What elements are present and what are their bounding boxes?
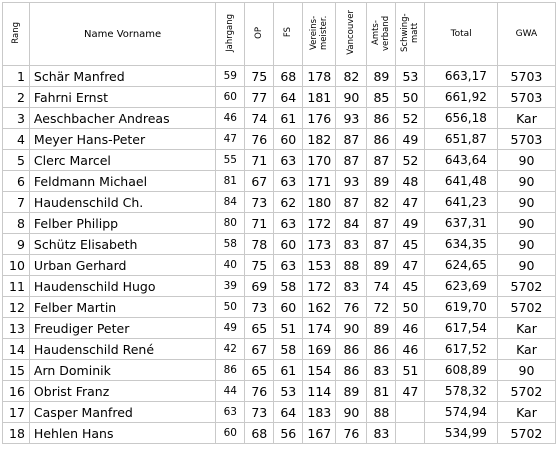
amtsverband-cell: 88 xyxy=(367,402,396,423)
header-row xyxy=(3,3,556,66)
jahrgang-cell: 60 xyxy=(216,87,245,108)
vancouver-cell: 84 xyxy=(336,213,367,234)
fs-cell: 58 xyxy=(274,339,303,360)
fs-cell: 64 xyxy=(274,87,303,108)
vancouver-cell: 83 xyxy=(336,276,367,297)
vancouver-cell: 90 xyxy=(336,318,367,339)
name-cell: Haudenschild Hugo xyxy=(29,276,215,297)
vereinsmeister-cell: 174 xyxy=(303,318,336,339)
total-cell: 663,17 xyxy=(425,66,497,87)
schwingmatt-cell: 45 xyxy=(396,276,425,297)
total-cell: 634,35 xyxy=(425,234,497,255)
op-cell: 65 xyxy=(245,360,274,381)
amtsverband-cell: 83 xyxy=(367,360,396,381)
op-cell: 76 xyxy=(245,381,274,402)
rank-cell: 9 xyxy=(3,234,30,255)
vancouver-cell: 90 xyxy=(336,402,367,423)
table-row xyxy=(3,255,556,276)
amtsverband-cell: 87 xyxy=(367,213,396,234)
vereinsmeister-cell: 167 xyxy=(303,423,336,444)
schwingmatt-cell: 52 xyxy=(396,108,425,129)
jahrgang-cell: 63 xyxy=(216,402,245,423)
vereinsmeister-cell: 169 xyxy=(303,339,336,360)
fs-cell: 58 xyxy=(274,276,303,297)
total-cell: 617,54 xyxy=(425,318,497,339)
fs-cell: 60 xyxy=(274,297,303,318)
gwa-cell: 90 xyxy=(497,213,555,234)
total-cell: 641,23 xyxy=(425,192,497,213)
name-cell: Haudenschild Ch. xyxy=(29,192,215,213)
name-cell: Meyer Hans-Peter xyxy=(29,129,215,150)
name-cell: Felber Martin xyxy=(29,297,215,318)
jahrgang-cell: 59 xyxy=(216,66,245,87)
gwa-cell: 5702 xyxy=(497,297,555,318)
jahrgang-cell: 81 xyxy=(216,171,245,192)
table-row xyxy=(3,129,556,150)
name-cell: Casper Manfred xyxy=(29,402,215,423)
total-cell: 656,18 xyxy=(425,108,497,129)
fs-cell: 62 xyxy=(274,192,303,213)
vereinsmeister-cell: 180 xyxy=(303,192,336,213)
header-vereinsmeister: Vereins-meister. xyxy=(303,3,336,66)
amtsverband-cell: 85 xyxy=(367,87,396,108)
vancouver-cell: 76 xyxy=(336,423,367,444)
fs-cell: 61 xyxy=(274,360,303,381)
gwa-cell: Kar xyxy=(497,339,555,360)
fs-cell: 60 xyxy=(274,234,303,255)
jahrgang-cell: 58 xyxy=(216,234,245,255)
name-cell: Fahrni Ernst xyxy=(29,87,215,108)
jahrgang-cell: 44 xyxy=(216,381,245,402)
schwingmatt-cell: 47 xyxy=(396,192,425,213)
total-cell: 661,92 xyxy=(425,87,497,108)
schwingmatt-cell: 49 xyxy=(396,213,425,234)
table-row xyxy=(3,108,556,129)
gwa-cell: 5702 xyxy=(497,276,555,297)
total-cell: 651,87 xyxy=(425,129,497,150)
total-cell: 534,99 xyxy=(425,423,497,444)
vereinsmeister-cell: 171 xyxy=(303,171,336,192)
rank-cell: 10 xyxy=(3,255,30,276)
rank-cell: 13 xyxy=(3,318,30,339)
rank-cell: 16 xyxy=(3,381,30,402)
op-cell: 65 xyxy=(245,318,274,339)
header-jahrgang: Jahrgang xyxy=(216,3,245,66)
vereinsmeister-cell: 170 xyxy=(303,150,336,171)
vancouver-cell: 89 xyxy=(336,381,367,402)
rank-cell: 5 xyxy=(3,150,30,171)
vereinsmeister-cell: 162 xyxy=(303,297,336,318)
header-gwa: GWA xyxy=(497,3,555,66)
amtsverband-cell: 89 xyxy=(367,255,396,276)
amtsverband-cell: 72 xyxy=(367,297,396,318)
header-vancouver: Vancouver xyxy=(336,3,367,66)
table-row xyxy=(3,276,556,297)
amtsverband-cell: 87 xyxy=(367,150,396,171)
table-row xyxy=(3,423,556,444)
name-cell: Arn Dominik xyxy=(29,360,215,381)
gwa-cell: Kar xyxy=(497,402,555,423)
rank-cell: 4 xyxy=(3,129,30,150)
vancouver-cell: 86 xyxy=(336,339,367,360)
amtsverband-cell: 89 xyxy=(367,171,396,192)
rank-cell: 12 xyxy=(3,297,30,318)
header-schwingmatt: Schwing- matt xyxy=(396,3,425,66)
ranking-table xyxy=(2,2,556,444)
schwingmatt-cell: 49 xyxy=(396,129,425,150)
amtsverband-cell: 89 xyxy=(367,318,396,339)
fs-cell: 63 xyxy=(274,150,303,171)
rank-cell: 18 xyxy=(3,423,30,444)
fs-cell: 68 xyxy=(274,66,303,87)
vereinsmeister-cell: 176 xyxy=(303,108,336,129)
gwa-cell: 90 xyxy=(497,255,555,276)
total-cell: 623,69 xyxy=(425,276,497,297)
schwingmatt-cell: 47 xyxy=(396,381,425,402)
jahrgang-cell: 40 xyxy=(216,255,245,276)
op-cell: 68 xyxy=(245,423,274,444)
gwa-cell: 90 xyxy=(497,360,555,381)
jahrgang-cell: 42 xyxy=(216,339,245,360)
name-cell: Clerc Marcel xyxy=(29,150,215,171)
schwingmatt-cell: 47 xyxy=(396,255,425,276)
gwa-cell: Kar xyxy=(497,318,555,339)
fs-cell: 56 xyxy=(274,423,303,444)
rank-cell: 14 xyxy=(3,339,30,360)
gwa-cell: 5703 xyxy=(497,87,555,108)
op-cell: 74 xyxy=(245,108,274,129)
name-cell: Hehlen Hans xyxy=(29,423,215,444)
schwingmatt-cell: 53 xyxy=(396,66,425,87)
jahrgang-cell: 49 xyxy=(216,318,245,339)
name-cell: Urban Gerhard xyxy=(29,255,215,276)
vereinsmeister-cell: 154 xyxy=(303,360,336,381)
fs-cell: 51 xyxy=(274,318,303,339)
fs-cell: 53 xyxy=(274,381,303,402)
op-cell: 73 xyxy=(245,192,274,213)
table-row xyxy=(3,192,556,213)
vereinsmeister-cell: 114 xyxy=(303,381,336,402)
schwingmatt-cell: 50 xyxy=(396,87,425,108)
schwingmatt-cell: 46 xyxy=(396,318,425,339)
op-cell: 78 xyxy=(245,234,274,255)
vereinsmeister-cell: 181 xyxy=(303,87,336,108)
op-cell: 77 xyxy=(245,87,274,108)
table-body xyxy=(3,66,556,444)
total-cell: 608,89 xyxy=(425,360,497,381)
fs-cell: 63 xyxy=(274,213,303,234)
total-cell: 643,64 xyxy=(425,150,497,171)
header-total: Total xyxy=(425,3,497,66)
total-cell: 641,48 xyxy=(425,171,497,192)
rank-cell: 3 xyxy=(3,108,30,129)
table-row xyxy=(3,213,556,234)
rank-cell: 11 xyxy=(3,276,30,297)
name-cell: Feldmann Michael xyxy=(29,171,215,192)
fs-cell: 64 xyxy=(274,402,303,423)
jahrgang-cell: 39 xyxy=(216,276,245,297)
fs-cell: 61 xyxy=(274,108,303,129)
gwa-cell: 90 xyxy=(497,192,555,213)
table-row xyxy=(3,339,556,360)
fs-cell: 63 xyxy=(274,171,303,192)
total-cell: 574,94 xyxy=(425,402,497,423)
table-row xyxy=(3,66,556,87)
header-name: Name Vorname xyxy=(29,3,215,66)
schwingmatt-cell xyxy=(396,423,425,444)
table-row xyxy=(3,360,556,381)
schwingmatt-cell: 52 xyxy=(396,150,425,171)
table-row xyxy=(3,150,556,171)
jahrgang-cell: 46 xyxy=(216,108,245,129)
total-cell: 617,52 xyxy=(425,339,497,360)
name-cell: Haudenschild René xyxy=(29,339,215,360)
amtsverband-cell: 86 xyxy=(367,108,396,129)
vancouver-cell: 76 xyxy=(336,297,367,318)
table-row xyxy=(3,171,556,192)
total-cell: 624,65 xyxy=(425,255,497,276)
vancouver-cell: 93 xyxy=(336,171,367,192)
gwa-cell: 90 xyxy=(497,150,555,171)
name-cell: Obrist Franz xyxy=(29,381,215,402)
name-cell: Freudiger Peter xyxy=(29,318,215,339)
rank-cell: 17 xyxy=(3,402,30,423)
op-cell: 71 xyxy=(245,213,274,234)
amtsverband-cell: 86 xyxy=(367,129,396,150)
op-cell: 75 xyxy=(245,66,274,87)
vereinsmeister-cell: 173 xyxy=(303,234,336,255)
amtsverband-cell: 83 xyxy=(367,423,396,444)
vereinsmeister-cell: 183 xyxy=(303,402,336,423)
vereinsmeister-cell: 172 xyxy=(303,276,336,297)
schwingmatt-cell: 46 xyxy=(396,339,425,360)
table-row xyxy=(3,297,556,318)
amtsverband-cell: 74 xyxy=(367,276,396,297)
header-rang: Rang xyxy=(3,3,30,66)
amtsverband-cell: 81 xyxy=(367,381,396,402)
gwa-cell: 5703 xyxy=(497,66,555,87)
vancouver-cell: 90 xyxy=(336,87,367,108)
vancouver-cell: 87 xyxy=(336,150,367,171)
table-row xyxy=(3,234,556,255)
table-row xyxy=(3,318,556,339)
gwa-cell: 90 xyxy=(497,234,555,255)
amtsverband-cell: 87 xyxy=(367,234,396,255)
header-fs: FS xyxy=(274,3,303,66)
amtsverband-cell: 86 xyxy=(367,339,396,360)
op-cell: 69 xyxy=(245,276,274,297)
schwingmatt-cell: 50 xyxy=(396,297,425,318)
fs-cell: 60 xyxy=(274,129,303,150)
fs-cell: 63 xyxy=(274,255,303,276)
total-cell: 578,32 xyxy=(425,381,497,402)
gwa-cell: 5702 xyxy=(497,423,555,444)
op-cell: 67 xyxy=(245,171,274,192)
op-cell: 75 xyxy=(245,255,274,276)
schwingmatt-cell: 48 xyxy=(396,171,425,192)
jahrgang-cell: 47 xyxy=(216,129,245,150)
table-row xyxy=(3,87,556,108)
vancouver-cell: 93 xyxy=(336,108,367,129)
name-cell: Aeschbacher Andreas xyxy=(29,108,215,129)
vancouver-cell: 88 xyxy=(336,255,367,276)
op-cell: 67 xyxy=(245,339,274,360)
rank-cell: 7 xyxy=(3,192,30,213)
schwingmatt-cell: 51 xyxy=(396,360,425,381)
vancouver-cell: 86 xyxy=(336,360,367,381)
jahrgang-cell: 80 xyxy=(216,213,245,234)
rank-cell: 2 xyxy=(3,87,30,108)
gwa-cell: 5703 xyxy=(497,129,555,150)
gwa-cell: 90 xyxy=(497,171,555,192)
name-cell: Schütz Elisabeth xyxy=(29,234,215,255)
name-cell: Felber Philipp xyxy=(29,213,215,234)
jahrgang-cell: 86 xyxy=(216,360,245,381)
vancouver-cell: 87 xyxy=(336,192,367,213)
vancouver-cell: 82 xyxy=(336,66,367,87)
rank-cell: 15 xyxy=(3,360,30,381)
op-cell: 73 xyxy=(245,297,274,318)
rank-cell: 8 xyxy=(3,213,30,234)
amtsverband-cell: 89 xyxy=(367,66,396,87)
vereinsmeister-cell: 153 xyxy=(303,255,336,276)
op-cell: 76 xyxy=(245,129,274,150)
op-cell: 73 xyxy=(245,402,274,423)
schwingmatt-cell: 45 xyxy=(396,234,425,255)
rank-cell: 6 xyxy=(3,171,30,192)
amtsverband-cell: 82 xyxy=(367,192,396,213)
name-cell: Schär Manfred xyxy=(29,66,215,87)
rank-cell: 1 xyxy=(3,66,30,87)
vancouver-cell: 83 xyxy=(336,234,367,255)
gwa-cell: Kar xyxy=(497,108,555,129)
total-cell: 637,31 xyxy=(425,213,497,234)
vancouver-cell: 87 xyxy=(336,129,367,150)
schwingmatt-cell xyxy=(396,402,425,423)
header-amtsverband: Amts-verband xyxy=(367,3,396,66)
jahrgang-cell: 50 xyxy=(216,297,245,318)
vereinsmeister-cell: 178 xyxy=(303,66,336,87)
jahrgang-cell: 60 xyxy=(216,423,245,444)
vereinsmeister-cell: 172 xyxy=(303,213,336,234)
vereinsmeister-cell: 182 xyxy=(303,129,336,150)
gwa-cell: 5702 xyxy=(497,381,555,402)
jahrgang-cell: 55 xyxy=(216,150,245,171)
table-row xyxy=(3,402,556,423)
table-row xyxy=(3,381,556,402)
total-cell: 619,70 xyxy=(425,297,497,318)
op-cell: 71 xyxy=(245,150,274,171)
header-op: OP xyxy=(245,3,274,66)
jahrgang-cell: 84 xyxy=(216,192,245,213)
